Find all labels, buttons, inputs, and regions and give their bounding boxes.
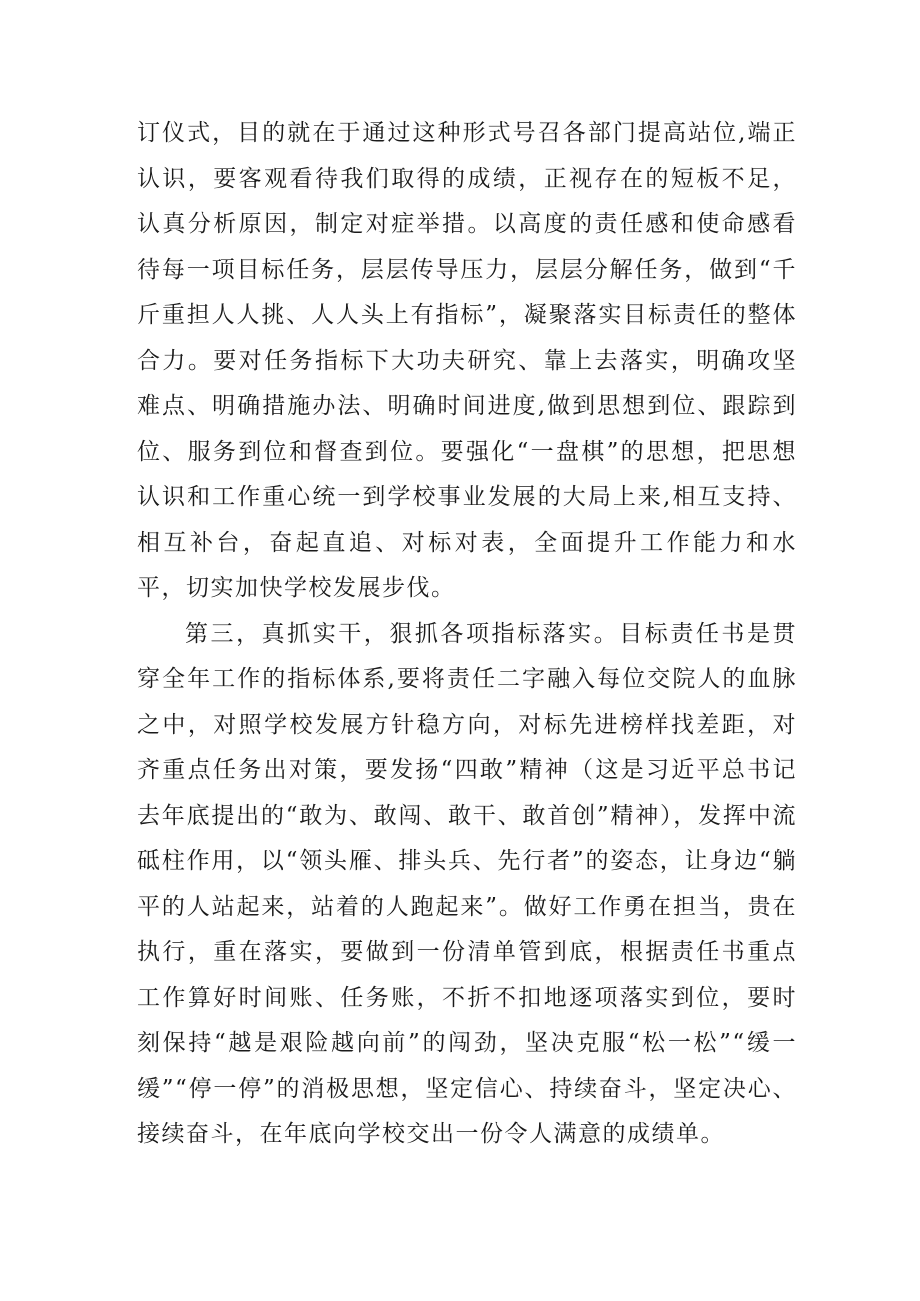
document-body — [137, 111, 797, 1158]
paragraph-2: 第三，真抓实干，狠抓各项指标落实。目标责任书是贯穿全年工作的指标体系,要将责任二字融入每位交院人的血脉之中，对照学校发展方针稳方向，对标先进榜样找差距，对齐重点任务出对策，要发扬“四敢”精神（这是习近平总书记去年底提出的“敢为、敢闯、敢干、敢首创”精神），发挥中流砥柱作用，以“领头雁、排头兵、先行者”的姿态，让身边“躺平的人站起来，站着的人跑起来”。做好工作勇在担当，贵在执行，重在落实，要做到一份清单管到底，根据责任书重点工作算好时间账、任务账，不折不扣地逐项落实到位，要时刻保持“越是艰险越向前”的闯劲，坚决克服“松一松”“缓一缓”“停一停”的消极思想，坚定信心、持续奋斗，坚定决心、接续奋斗，在年底向学校交出一份令人满意的成绩单。 — [137, 620, 797, 1147]
paragraph-1: 订仪式，目的就在于通过这种形式号召各部门提高站位,端正认识，要客观看待我们取得的成绩，正视存在的短板不足，认真分析原因，制定对症举措。以高度的责任感和使命感看待每一项目标任务，层层传导压力，层层分解任务，做到“千斤重担人人挑、人人头上有指标”，凝聚落实目标责任的整体合力。要对任务指标下大功夫研究、靠上去落实，明确攻坚难点、明确措施办法、明确时间进度,做到思想到位、跟踪到位、服务到位和督查到位。要强化“一盘棋”的思想，把思想认识和工作重心统一到学校事业发展的大局上来,相互支持、相互补台，奋起直追、对标对表，全面提升工作能力和水平，切实加快学校发展步伐。 — [137, 120, 797, 601]
